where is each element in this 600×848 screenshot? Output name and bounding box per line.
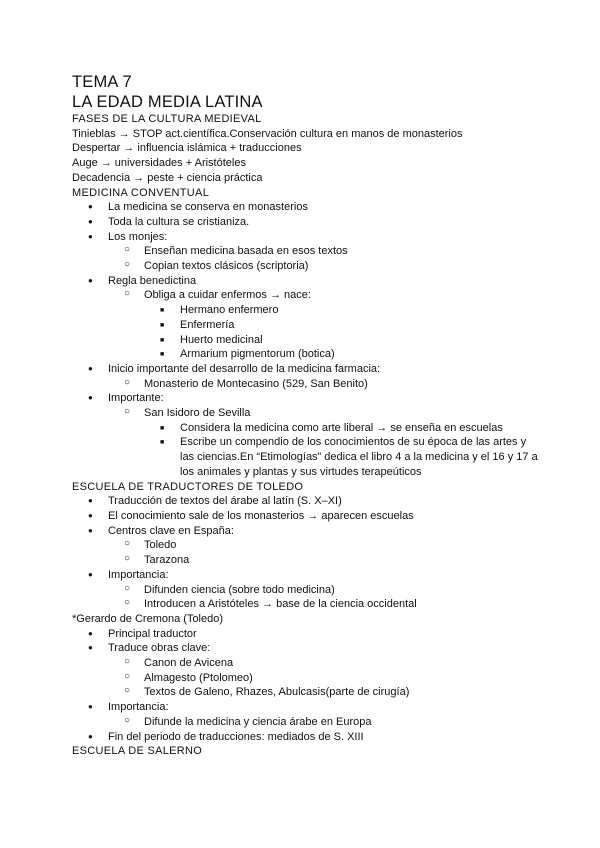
bullet-marker: ●: [88, 275, 93, 285]
sub-list: [108, 538, 542, 567]
bullet-marker: ●: [88, 569, 93, 579]
square-marker: ■: [160, 439, 165, 447]
list-item: [108, 685, 542, 700]
list-item-text: Principal traductor: [108, 627, 197, 640]
list-item: [108, 583, 542, 598]
list-item: [72, 215, 542, 230]
list-item-text: Enseñan medicina basada en esos textos: [144, 245, 348, 258]
list-item: [72, 524, 542, 568]
sub-sub-list: [144, 303, 542, 362]
circle-marker: ○: [124, 670, 131, 682]
circle-marker: ○: [124, 597, 131, 609]
circle-marker: ○: [124, 553, 131, 565]
section-heading-gerardo: *Gerardo de Cremona (Toledo): [72, 612, 224, 625]
list-item: [72, 627, 542, 642]
list-item-text: Almagesto (Ptolomeo): [144, 671, 253, 684]
section-heading-toledo: ESCUELA DE TRADUCTORES DE TOLEDO: [72, 480, 304, 493]
list-item-text: Importancia:: [108, 701, 169, 714]
list-item-text: Difunden ciencia (sobre todo medicina): [144, 583, 335, 596]
circle-marker: ○: [124, 288, 131, 300]
list-item-text: Copian textos clásicos (scriptoria): [144, 260, 309, 273]
circle-marker: ○: [124, 685, 131, 697]
list-item-text: Toda la cultura se cristianiza.: [108, 215, 250, 228]
list-item: [108, 288, 542, 362]
list-item: [144, 318, 542, 333]
list-item-text: Escribe un compendio de los conocimientos de su época de las artes y las ciencias.En “Etimologías” dedica el libro 4 a la medicina y el 16 y 17 a los animales y plantas y sus virtudes terapeúticos: [180, 436, 538, 478]
sub-list: [108, 715, 542, 730]
bullet-marker: ●: [88, 525, 93, 535]
list-item-text: Armarium pigmentorum (botica): [180, 348, 335, 361]
list-item: [108, 244, 542, 259]
bullet-marker: ●: [88, 216, 93, 226]
list-item-text: Centros clave en España:: [108, 524, 234, 537]
bullet-marker: ●: [88, 393, 93, 403]
bullet-list-gerardo: [72, 627, 542, 745]
sub-list: [108, 656, 542, 700]
list-item: [72, 730, 542, 745]
list-item-text: Importancia:: [108, 568, 169, 581]
list-item: [72, 700, 542, 729]
bullet-list-conventual: [72, 200, 542, 479]
fase-line: Despertar → influencia islámica + traducciones: [72, 142, 302, 155]
section-heading-salerno: ESCUELA DE SALERNO: [72, 745, 203, 758]
list-item: [72, 494, 542, 509]
list-item-text: La medicina se conserva en monasterios: [108, 201, 308, 214]
list-item: [72, 641, 542, 700]
fase-line: Auge → universidades + Aristóteles: [72, 157, 246, 170]
sub-list: [108, 406, 542, 480]
list-item: [72, 509, 542, 524]
circle-marker: ○: [124, 406, 131, 418]
square-marker: ■: [160, 307, 165, 315]
bullet-marker: ●: [88, 363, 93, 373]
list-item: [108, 597, 542, 612]
list-item-text: Importante:: [108, 392, 164, 405]
bullet-marker: ●: [88, 496, 93, 506]
list-item: [144, 435, 542, 479]
list-item-text: Introducen a Aristóteles → base de la ciencia occidental: [144, 598, 417, 611]
bullet-list-toledo: [72, 494, 542, 612]
list-item: [72, 230, 542, 274]
list-item: [144, 333, 542, 348]
list-item-text: Enfermería: [180, 318, 235, 331]
square-marker: ■: [160, 321, 165, 329]
list-item: [72, 200, 542, 215]
circle-marker: ○: [124, 244, 131, 256]
page-subtitle: LA EDAD MEDIA LATINA: [72, 93, 263, 111]
bullet-marker: ●: [88, 231, 93, 241]
bullet-marker: ●: [88, 628, 93, 638]
circle-marker: ○: [124, 714, 131, 726]
list-item: [72, 568, 542, 612]
sub-list: [108, 288, 542, 362]
list-item: [108, 406, 542, 480]
square-marker: ■: [160, 424, 165, 432]
square-marker: ■: [160, 336, 165, 344]
list-item: [72, 274, 542, 362]
list-item: [108, 259, 542, 274]
section-heading-fases: FASES DE LA CULTURA MEDIEVAL: [72, 113, 262, 125]
circle-marker: ○: [124, 376, 131, 388]
circle-marker: ○: [124, 656, 131, 668]
list-item-text: Traducción de textos del árabe al latín (S. X–XI): [108, 495, 342, 508]
list-item-text: Fin del periodo de traducciones: mediados de S. XIII: [108, 730, 364, 743]
sub-sub-list: [144, 421, 542, 480]
list-item-text: Considera la medicina como arte liberal → se enseña en escuelas: [180, 421, 503, 434]
list-item-text: Hermano enfermero: [180, 304, 279, 317]
fase-line: Decadencia → peste + ciencia práctica: [72, 171, 263, 184]
sub-list: [108, 244, 542, 273]
list-item-text: Traduce obras clave:: [108, 642, 211, 655]
bullet-marker: ●: [88, 702, 93, 712]
list-item-text: Regla benedictina: [108, 274, 197, 287]
list-item: [144, 347, 542, 362]
bullet-marker: ●: [88, 643, 93, 653]
list-item-text: Monasterio de Montecasino (529, San Benito): [144, 377, 368, 390]
list-item-text: Canon de Avicena: [144, 657, 234, 670]
document-content: [72, 72, 542, 759]
list-item: [108, 671, 542, 686]
list-item: [72, 362, 542, 391]
square-marker: ■: [160, 351, 165, 359]
bullet-marker: ●: [88, 510, 93, 520]
list-item: [108, 715, 542, 730]
list-item-text: Toledo: [144, 539, 177, 552]
list-item: [108, 656, 542, 671]
circle-marker: ○: [124, 582, 131, 594]
bullet-marker: ●: [88, 731, 93, 741]
list-item-text: Textos de Galeno, Rhazes, Abulcasis(parte de cirugía): [144, 686, 410, 699]
list-item-text: Tarazona: [144, 554, 190, 567]
circle-marker: ○: [124, 259, 131, 271]
circle-marker: ○: [124, 538, 131, 550]
list-item: [144, 303, 542, 318]
list-item: [72, 391, 542, 479]
list-item-text: Obliga a cuidar enfermos → nace:: [144, 289, 311, 302]
list-item-text: Huerto medicinal: [180, 333, 263, 346]
list-item: [144, 421, 542, 436]
list-item-text: Difunde la medicina y ciencia árabe en Europa: [144, 715, 372, 728]
section-heading-conventual: MEDICINA CONVENTUAL: [72, 186, 210, 199]
list-item: [108, 553, 542, 568]
list-item-text: Los monjes:: [108, 230, 168, 243]
list-item: [108, 538, 542, 553]
list-item-text: El conocimiento sale de los monasterios → aparecen escuelas: [108, 509, 414, 522]
page-title: TEMA 7: [72, 73, 132, 91]
bullet-marker: ●: [88, 202, 93, 212]
list-item-text: Inicio importante del desarrollo de la medicina farmacia:: [108, 362, 381, 375]
fase-line: Tinieblas → STOP act.científica.Conservación cultura en manos de monasterios: [72, 127, 463, 140]
list-item-text: San Isidoro de Sevilla: [144, 407, 251, 420]
list-item: [108, 377, 542, 392]
sub-list: [108, 583, 542, 612]
sub-list: [108, 377, 542, 392]
